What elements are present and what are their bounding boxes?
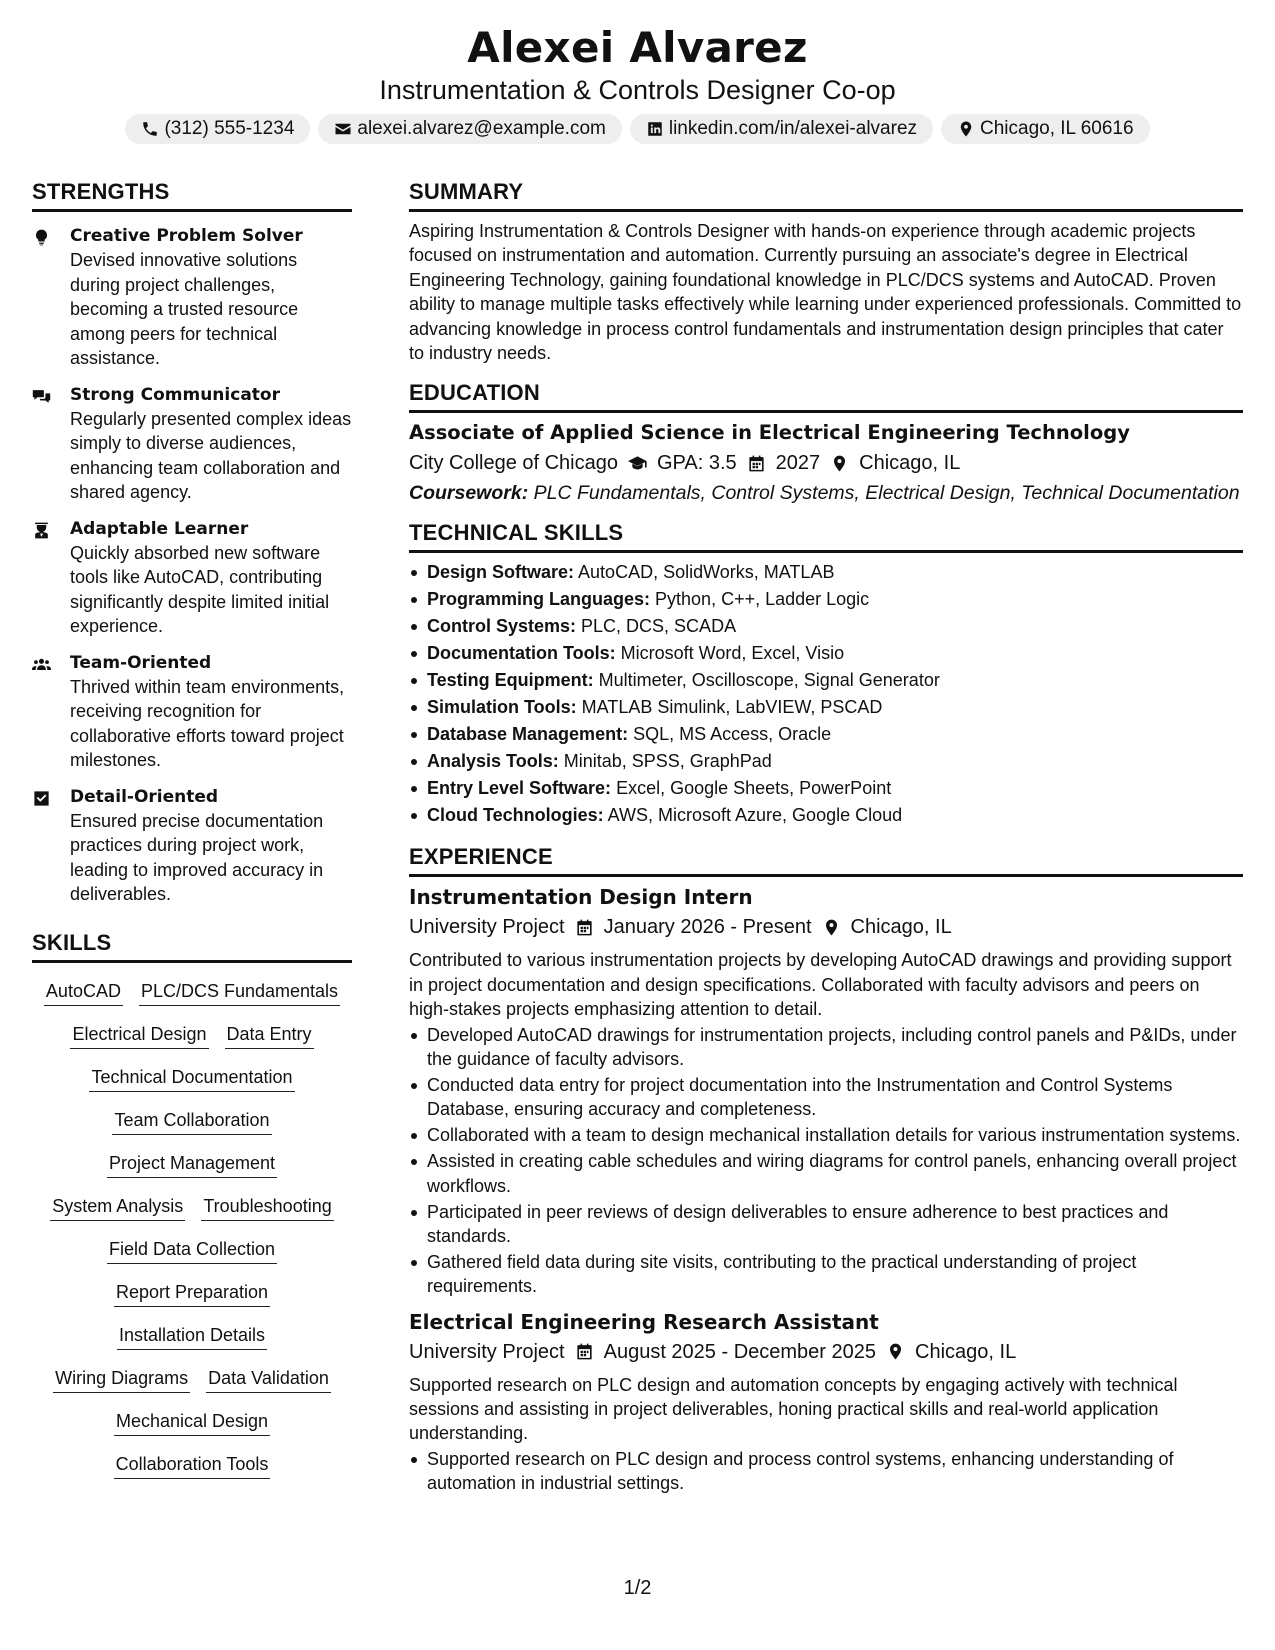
contact-email-text: alexei.alvarez@example.com [357,118,606,139]
education-meta [409,448,1243,478]
skill-row [32,1366,352,1393]
lightbulb-icon [32,228,51,247]
list-item [409,802,1243,829]
skill-value: Minitab, SPSS, GraphPad [558,751,772,772]
comments-icon [32,387,51,406]
teacher-icon [32,521,51,540]
skill-tag: Field Data Collection [107,1237,277,1264]
skill-tag: Wiring Diagrams [53,1366,190,1393]
list-item [409,613,1243,640]
job-org: University Project [409,1340,565,1363]
skill-label: Cloud Technologies: [427,805,604,826]
skill-label: Control Systems: [427,616,577,637]
left-column [32,178,352,1479]
strength-desc: Devised innovative solutions during project challenges, becoming a trusted resource among peers for technical assistance. [70,250,299,368]
strength-desc: Thrived within team environments, receiving recognition for collaborative efforts toward project milestones. [70,676,345,770]
contact-linkedin[interactable] [630,114,933,144]
strength-title: Team-Oriented [70,652,212,673]
skill-tag: Data Validation [206,1366,331,1393]
skill-tag: System Analysis [50,1194,185,1221]
list-item: Participated in peer reviews of design deliverables to ensure adherence to best practices and standards. [409,1200,1243,1249]
job-location: Chicago, IL [915,1340,1017,1363]
graduation-cap-icon [628,454,647,473]
school-name: City College of Chicago [409,452,618,475]
experience-section [409,843,1243,1495]
summary-text: Aspiring Instrumentation & Controls Designer with hands-on experience through academic projects focused on instrumentation and automation. Currently pursuing an associate's degree in Electrical Engineering Technology, gaining foundational knowledge in PLC/DCS systems and AutoCAD. Proven ability to manage multiple tasks effectively while learning under experienced professionals. Committed to advancing knowledge in process control fundamentals and instrumentation design principles that cater to industry needs. [409,221,1242,364]
contact-email[interactable] [318,114,621,144]
technical-skills-heading: TECHNICAL SKILLS [409,519,1243,553]
linkedin-icon [646,120,664,138]
skill-value: Python, C++, Ladder Logic [650,589,870,610]
job-location: Chicago, IL [850,916,952,939]
skill-label: Simulation Tools: [427,697,577,718]
job-bullets [409,1023,1243,1299]
list-item: Developed AutoCAD drawings for instrumentation projects, including control panels and P&IDs, under the guidance of faculty advisors. [409,1023,1243,1072]
skill-row [32,1022,352,1049]
location-pin-icon [822,918,841,937]
strength-item [32,785,352,907]
list-item [409,667,1243,694]
skill-label: Design Software: [427,562,575,583]
job-bullets [409,1447,1243,1496]
strength-title: Creative Problem Solver [70,226,303,246]
skill-row [32,979,352,1006]
list-item: Gathered field data during site visits, contributing to the practical understanding of project requirements. [409,1250,1243,1299]
strength-title: Adaptable Learner [70,518,249,539]
skill-label: Testing Equipment: [427,670,594,691]
skill-label: Database Management: [427,724,629,745]
degree-title: Associate of Applied Science in Electrical Engineering Technology [409,421,1130,445]
coursework-list: PLC Fundamentals, Control Systems, Electrical Design, Technical Documentation [528,482,1240,505]
skill-row [32,1065,352,1092]
strength-item [32,517,352,639]
skill-tag: Data Entry [225,1022,314,1049]
calendar-icon [575,1342,594,1361]
graduation-year: 2027 [775,452,821,475]
contact-phone-text: (312) 555-1234 [164,118,295,139]
list-item [409,775,1243,802]
skill-value: AutoCAD, SolidWorks, MATLAB [574,562,835,583]
skill-value: Multimeter, Oscilloscope, Signal Generator [593,670,940,691]
job-title: Electrical Engineering Research Assistant [409,1309,879,1334]
list-item: Assisted in creating cable schedules and wiring diagrams for control panels, enhancing overall project workflows. [409,1149,1243,1198]
contact-linkedin-text: linkedin.com/in/alexei-alvarez [668,118,918,139]
skill-row [32,1151,352,1178]
job-title: Instrumentation Design Intern [409,885,753,910]
skills-heading: SKILLS [32,929,352,963]
skill-tag: Team Collaboration [112,1108,271,1135]
right-column [409,178,1243,1497]
location-pin-icon [886,1342,905,1361]
skill-value: PLC, DCS, SCADA [576,616,737,637]
page-number: 1/2 [623,1577,652,1599]
coursework [409,481,1243,505]
users-icon [32,655,51,674]
list-item: Supported research on PLC design and process control systems, enhancing understanding of automation in industrial settings. [409,1447,1243,1496]
list-item [409,640,1243,667]
skill-tag: Report Preparation [114,1280,270,1307]
skill-label: Programming Languages: [427,589,651,610]
list-item [409,586,1243,613]
contact-location-text: Chicago, IL 60616 [980,118,1134,139]
list-item [409,721,1243,748]
job-meta [409,1337,1243,1367]
skill-value: AWS, Microsoft Azure, Google Cloud [603,805,903,826]
strength-title: Strong Communicator [70,384,280,405]
skill-tag: AutoCAD [44,979,123,1006]
job-meta [409,912,1243,942]
skill-tag: Collaboration Tools [114,1452,271,1479]
contact-phone[interactable] [125,114,310,144]
list-item [409,694,1243,721]
job-desc: Contributed to various instrumentation projects by developing AutoCAD drawings and providing support in project documentation and design specifications. Collaborated with faculty advisors and peers on high-stakes projects emphasizing attention to detail. [409,950,1232,1020]
skill-tag: Installation Details [117,1323,267,1350]
phone-icon [141,120,159,138]
calendar-icon [575,918,594,937]
skill-row [32,1452,352,1479]
skills-section [32,929,352,1479]
strength-desc: Regularly presented complex ideas simply to diverse audiences, enhancing team collaboration and shared agency. [70,408,352,502]
strength-desc: Ensured precise documentation practices during project work, leading to improved accuracy in deliverables. [70,810,324,904]
job-desc: Supported research on PLC design and automation concepts by engaging actively with technical sessions and assisting in project deliverables, honing practical skills and real-world application understanding. [409,1374,1178,1444]
skill-tag: PLC/DCS Fundamentals [139,979,340,1006]
skill-tag: Troubleshooting [201,1194,333,1221]
job-org: University Project [409,916,565,939]
candidate-role: Instrumentation & Controls Designer Co-op [379,75,896,105]
job-dates: January 2026 - Present [603,916,812,939]
coursework-label: Coursework: [409,482,529,505]
contact-bar [0,114,1275,144]
skill-row [32,1194,352,1221]
skill-row [32,1280,352,1307]
skill-tag: Technical Documentation [89,1065,294,1092]
strengths-heading: STRENGTHS [32,178,352,212]
school-location: Chicago, IL [859,452,961,475]
skill-value: Excel, Google Sheets, PowerPoint [611,778,892,799]
experience-heading: EXPERIENCE [409,843,1243,877]
check-square-icon [32,789,51,808]
job-dates: August 2025 - December 2025 [603,1340,877,1363]
skill-label: Documentation Tools: [427,643,616,664]
skill-row [32,1237,352,1264]
resume-header [0,22,1275,144]
list-item [409,748,1243,775]
strength-item [32,224,352,371]
skill-value: SQL, MS Access, Oracle [628,724,832,745]
strength-item [32,651,352,773]
strength-title: Detail-Oriented [70,786,219,807]
summary-heading: SUMMARY [409,178,1243,212]
strength-desc: Quickly absorbed new software tools like AutoCAD, contributing significantly despite limited initial experience. [70,542,330,636]
gpa: GPA: 3.5 [657,452,737,475]
skill-tag: Mechanical Design [114,1409,270,1436]
education-section [409,379,1243,505]
skill-tag: Project Management [107,1151,277,1178]
list-item: Conducted data entry for project documentation into the Instrumentation and Control Systems Database, ensuring accuracy and completeness. [409,1073,1243,1122]
list-item: Collaborated with a team to design mechanical installation details for various instrumentation systems. [409,1123,1243,1147]
skill-label: Analysis Tools: [427,751,559,772]
skill-label: Entry Level Software: [427,778,612,799]
skill-tag: Electrical Design [70,1022,208,1049]
technical-skills-section [409,519,1243,829]
location-pin-icon [957,120,975,138]
list-item [409,559,1243,586]
skill-value: MATLAB Simulink, LabVIEW, PSCAD [576,697,883,718]
skill-row [32,1323,352,1350]
skill-row [32,1108,352,1135]
contact-location[interactable] [941,114,1150,144]
skill-value: Microsoft Word, Excel, Visio [615,643,845,664]
location-pin-icon [830,454,849,473]
envelope-icon [334,120,352,138]
education-heading: EDUCATION [409,379,1243,413]
skill-row [32,1409,352,1436]
strength-item [32,383,352,505]
candidate-name: Alexei Alvarez [467,23,808,72]
technical-skills-list [409,559,1243,829]
calendar-icon [747,454,766,473]
